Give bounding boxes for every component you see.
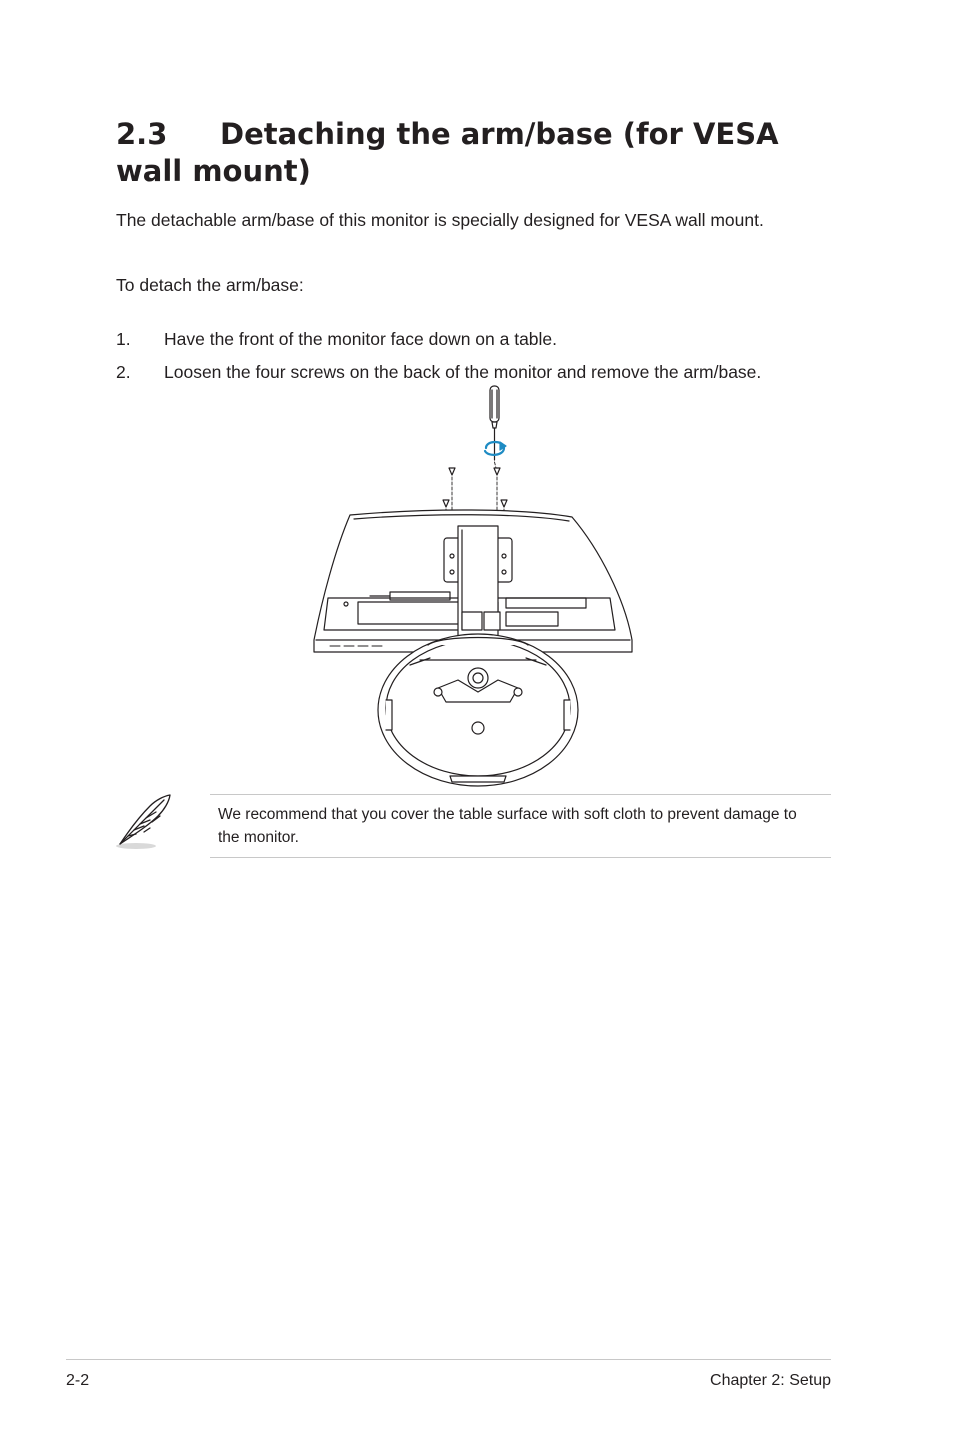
note-top-rule [210,794,831,795]
screwdriver-icon [490,386,499,460]
chapter-label: Chapter 2: Setup [710,1372,831,1389]
feather-pen-icon [114,792,176,852]
section-title: Detaching the arm/base (for VESA wall mount) [116,117,779,188]
note-text: We recommend that you cover the table surface with soft cloth to prevent damage to the monitor. [218,806,797,846]
step-number: 2. [116,362,131,382]
page-number: 2-2 [66,1372,90,1389]
intro-paragraph: The detachable arm/base of this monitor is specially designed for VESA wall mount. [116,210,764,230]
stand-base-icon [378,634,578,786]
step-text: Have the front of the monitor face down on a table. [164,329,558,349]
monitor-detach-illustration [310,380,640,790]
step-number: 1. [116,329,131,349]
note-bottom-rule [210,857,831,858]
step-text: Loosen the four screws on the back of the monitor and remove the arm/base. [164,362,762,382]
section-number: 2.3 [116,117,168,151]
step-1 [116,326,557,352]
section-heading [116,116,816,190]
rotation-arrow-icon [485,442,506,455]
footer-rule [66,1359,831,1360]
lead-paragraph: To detach the arm/base: [116,275,304,295]
